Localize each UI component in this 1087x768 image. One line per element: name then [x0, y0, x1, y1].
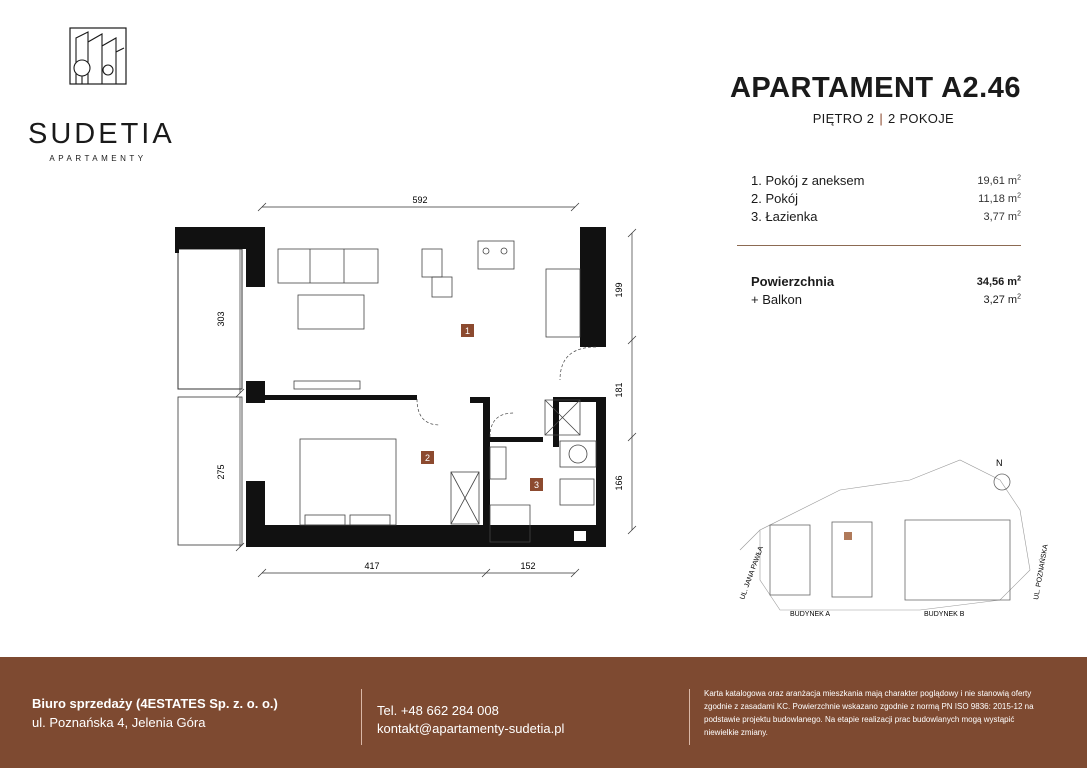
dim-right-middle: 181: [614, 382, 624, 398]
room-label: 2. Pokój: [751, 191, 798, 206]
street-right-label: UL. POZNAŃSKA: [1033, 543, 1050, 601]
floor-label: PIĘTRO 2: [812, 111, 875, 126]
dim-left-lower: 275: [216, 464, 226, 480]
phone-link[interactable]: Tel. +48 662 284 008: [377, 703, 499, 718]
rooms-divider: [737, 245, 1021, 246]
furniture: [278, 241, 596, 542]
exterior-walls: [175, 227, 606, 547]
rooms-table: [751, 172, 1021, 226]
brand-tagline: APARTAMENTY: [49, 154, 147, 163]
contact-info: [377, 702, 564, 738]
dim-bottom-right: 152: [520, 561, 536, 571]
footer-divider: [689, 689, 690, 745]
room-area: 3,77 $m^2$: [983, 210, 1021, 223]
footer: [0, 657, 1087, 768]
email-link[interactable]: kontakt@apartamenty-sudetia.pl: [377, 721, 565, 736]
north-indicator: N: [996, 458, 1003, 468]
room-label: 3. Łazienka: [751, 209, 818, 224]
street-left-label: UL. JANA PAWŁA: [739, 545, 766, 601]
room-row: [751, 208, 1021, 226]
room-area: 19,61 $m^2$: [977, 174, 1021, 187]
building-a-label: BUDYNEK A: [790, 611, 831, 618]
footer-divider: [361, 689, 362, 745]
dim-bottom-left: 417: [364, 561, 380, 571]
sales-office: [32, 696, 278, 730]
building-b-label: BUDYNEK B: [924, 611, 965, 618]
floor-plan: [150, 185, 640, 585]
room-area: 11,18 $m^2$: [978, 192, 1021, 205]
dim-top: 592: [412, 195, 428, 205]
dim-right-lower: 166: [614, 475, 624, 491]
room-3-number: 3: [533, 480, 540, 490]
office-title: Biuro sprzedaży (4ESTATES Sp. z. o. o.): [32, 696, 278, 711]
totals-table: [751, 273, 1021, 309]
disclaimer: Karta katalogowa oraz aranżacja mieszkania mają charakter poglądowy i nie stanowią oferty zgodnie z zasadami KC. Powierzchnie wskazano zgodnie z normą PN ISO 9836: 2015-12 na podstawie projektu budowlanego. Na etapie realizacji prac budowlanych mogą wystąpić niewielkie zmiany.: [704, 689, 1034, 737]
subtitle-separator: |: [879, 111, 884, 126]
compass: [994, 474, 1010, 490]
dim-right-upper: 199: [614, 282, 624, 298]
balcony-upper: [178, 249, 242, 389]
room-markers: [421, 324, 543, 491]
room-label: 1. Pokój z aneksem: [751, 173, 865, 188]
interior-walls: [262, 395, 603, 542]
room-row: [751, 172, 1021, 190]
brand-logo: [28, 26, 175, 163]
rooms-count-label: 2 POKOJE: [888, 111, 954, 126]
brand-name: SUDETIA: [28, 118, 175, 150]
total-area-row: Powierzchnia 34,56 $m^2$: [751, 274, 1021, 289]
site-map: [720, 450, 1050, 620]
building-tree-icon: [68, 26, 128, 86]
balcony-area-row: + Balkon 3,27 $m^2$: [751, 292, 1021, 307]
dim-left-upper: 303: [216, 311, 226, 327]
apartment-subtitle: [813, 111, 954, 126]
balcony-lower: [178, 397, 242, 545]
room-row: [751, 190, 1021, 208]
apartment-title: APARTAMENT A2.46: [729, 72, 1021, 104]
room-1-number: 1: [464, 326, 471, 336]
apartment-location-marker: [844, 532, 852, 540]
office-address: ul. Poznańska 4, Jelenia Góra: [32, 715, 206, 730]
doors: [417, 347, 596, 437]
room-2-number: 2: [424, 453, 431, 463]
